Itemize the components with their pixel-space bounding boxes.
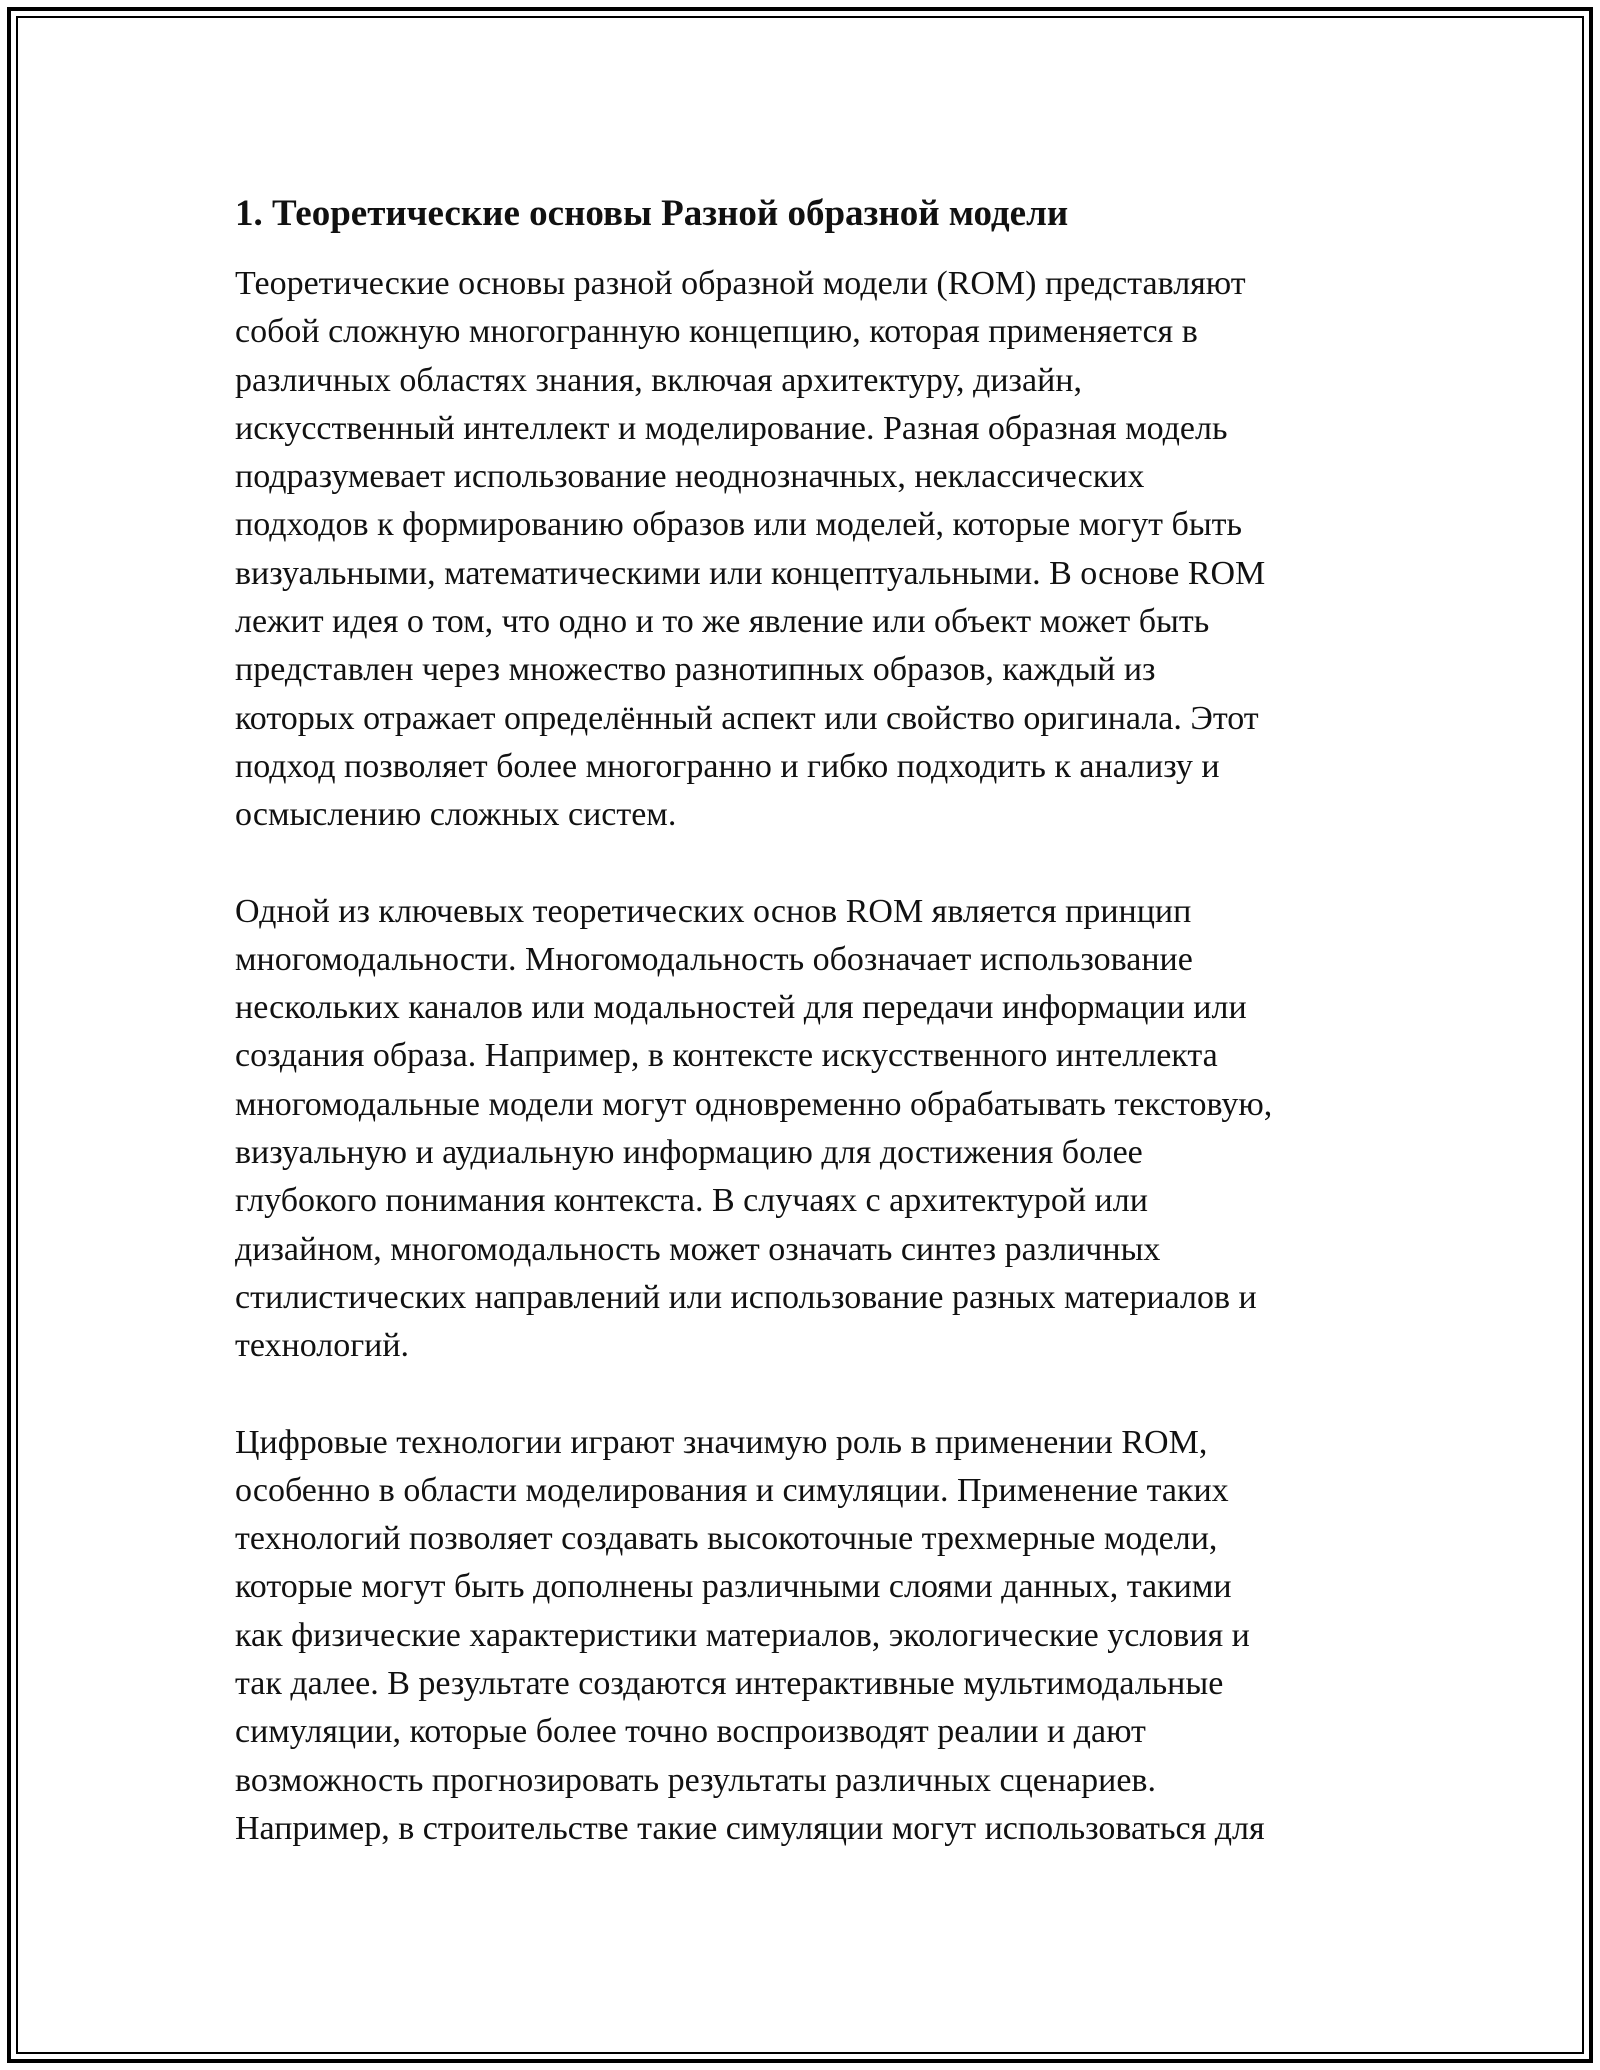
text-line: искусственный интеллект и моделирование. Разная образная модель	[235, 409, 1228, 447]
text-line: нескольких каналов или модальностей для передачи информации или	[235, 989, 1247, 1027]
text-line: подразумевает использование неоднозначных, неклассических	[235, 458, 1145, 496]
text-line: которые могут быть дополнены различными слоями данных, такими	[235, 1568, 1232, 1606]
text-line: многомодальные модели могут одновременно обрабатывать текстовую,	[235, 1085, 1273, 1123]
text-line: создания образа. Например, в контексте искусственного интеллекта	[235, 1037, 1218, 1075]
paragraph-1	[235, 260, 1365, 840]
section-heading: 1. Теоретические основы Разной образной модели	[235, 193, 1069, 234]
paragraph-2	[235, 888, 1365, 1371]
text-line: технологий позволяет создавать высокоточные трехмерные модели,	[235, 1520, 1218, 1558]
text-line: Например, в строительстве такие симуляции могут использоваться для	[235, 1809, 1265, 1847]
text-line: дизайном, многомодальность может означать синтез различных	[235, 1230, 1161, 1268]
text-line: которых отражает определённый аспект или свойство оригинала. Этот	[235, 699, 1259, 737]
text-line: визуальную и аудиальную информацию для достижения более	[235, 1134, 1143, 1172]
text-line: особенно в области моделирования и симуляции. Применение таких	[235, 1471, 1229, 1509]
text-line: осмыслению сложных систем.	[235, 796, 677, 834]
paragraph-spacer	[235, 840, 1365, 888]
text-line: Цифровые технологии играют значимую роль в применении ROM,	[235, 1423, 1208, 1461]
text-line: Теоретические основы разной образной модели (ROM) представляют	[235, 265, 1246, 302]
text-line: лежит идея о том, что одно и то же явление или объект может быть	[235, 603, 1210, 641]
paragraph-3	[235, 1419, 1365, 1854]
paragraph-spacer	[235, 1371, 1365, 1419]
text-line: подход позволяет более многогранно и гибко подходить к анализу и	[235, 747, 1220, 785]
document-body	[235, 188, 1365, 1853]
text-line: как физические характеристики материалов, экологические условия и	[235, 1616, 1250, 1654]
text-line: возможность прогнозировать результаты различных сценариев.	[235, 1761, 1156, 1799]
text-line: глубокого понимания контекста. В случаях с архитектурой или	[235, 1182, 1148, 1220]
text-line: подходов к формированию образов или моделей, которые могут быть	[235, 506, 1243, 544]
text-line: стилистических направлений или использование разных материалов и	[235, 1278, 1257, 1316]
text-line: технологий.	[235, 1327, 410, 1365]
text-line: симуляции, которые более точно воспроизводят реалии и дают	[235, 1713, 1146, 1751]
text-line: визуальными, математическими или концептуальными. В основе ROM	[235, 554, 1266, 592]
text-line: собой сложную многогранную концепцию, которая применяется в	[235, 313, 1198, 351]
text-line: различных областях знания, включая архитектуру, дизайн,	[235, 361, 1082, 399]
text-line: так далее. В результате создаются интерактивные мультимодальные	[235, 1665, 1224, 1703]
text-line: Одной из ключевых теоретических основ ROM является принцип	[235, 892, 1192, 930]
text-line: представлен через множество разнотипных образов, каждый из	[235, 651, 1156, 689]
text-line: многомодальности. Многомодальность обозначает использование	[235, 940, 1193, 978]
